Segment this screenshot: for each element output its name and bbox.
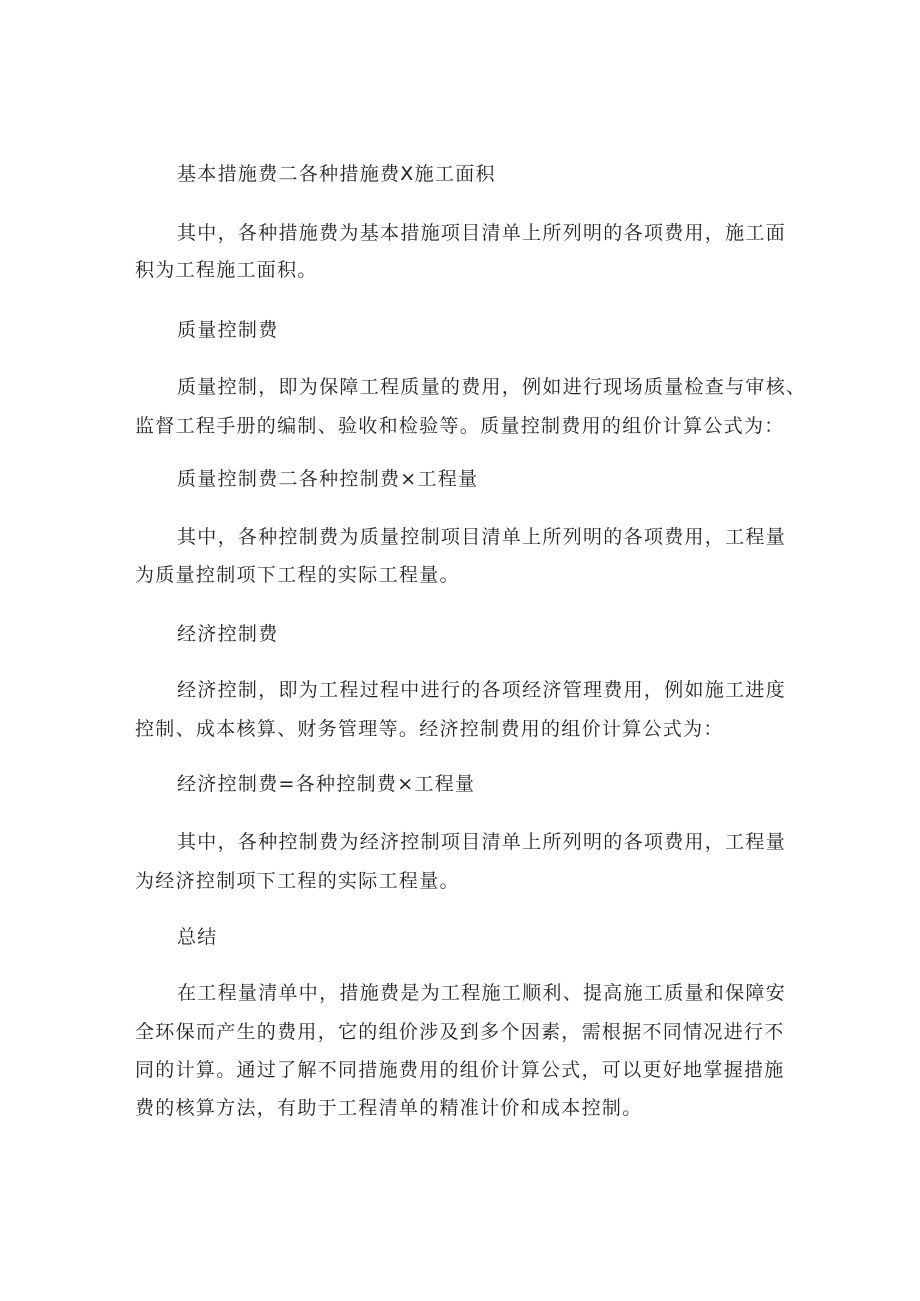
economic-note-line-1: 其中，各种控制费为经济控制项目清单上所列明的各项费用，工程量	[177, 831, 787, 853]
measures-note-line-1: 其中，各种措施费为基本措施项目清单上所列明的各项费用，施工面	[177, 222, 787, 244]
economic-formula: 经济控制费=各种控制费×工程量	[177, 773, 476, 795]
quality-heading: 质量控制费	[177, 319, 279, 341]
quality-note-line-1: 其中，各种控制费为质量控制项目清单上所列明的各项费用，工程量	[177, 526, 787, 548]
measures-formula: 基本措施费二各种措施费X施工面积	[177, 163, 496, 185]
quality-desc-line-1: 质量控制，即为保障工程质量的费用，例如进行现场质量检查与审核、	[177, 376, 807, 398]
quality-formula: 质量控制费二各种控制费×工程量	[177, 468, 479, 490]
quality-desc-line-2: 监督工程手册的编制、验收和检验等。质量控制费用的组价计算公式为：	[135, 415, 785, 437]
economic-heading: 经济控制费	[177, 623, 279, 645]
summary-text-line-2: 全环保而产生的费用，它的组价涉及到多个因素，需根据不同情况进行不	[135, 1021, 785, 1043]
summary-text-line-1: 在工程量清单中，措施费是为工程施工顺利、提高施工质量和保障安	[177, 982, 787, 1004]
economic-desc-line-1: 经济控制，即为工程过程中进行的各项经济管理费用，例如施工进度	[177, 679, 787, 701]
economic-note-line-2: 为经济控制项下工程的实际工程量。	[135, 870, 460, 892]
quality-note-line-2: 为质量控制项下工程的实际工程量。	[135, 564, 460, 586]
summary-text-line-4: 费的核算方法，有助于工程清单的精准计价和成本控制。	[135, 1097, 643, 1119]
economic-desc-line-2: 控制、成本核算、财务管理等。经济控制费用的组价计算公式为：	[135, 718, 724, 740]
measures-note-line-2: 积为工程施工面积。	[135, 259, 318, 281]
summary-heading: 总结	[177, 926, 218, 948]
summary-text-line-3: 同的计算。通过了解不同措施费用的组价计算公式，可以更好地掌握措施	[135, 1059, 785, 1081]
